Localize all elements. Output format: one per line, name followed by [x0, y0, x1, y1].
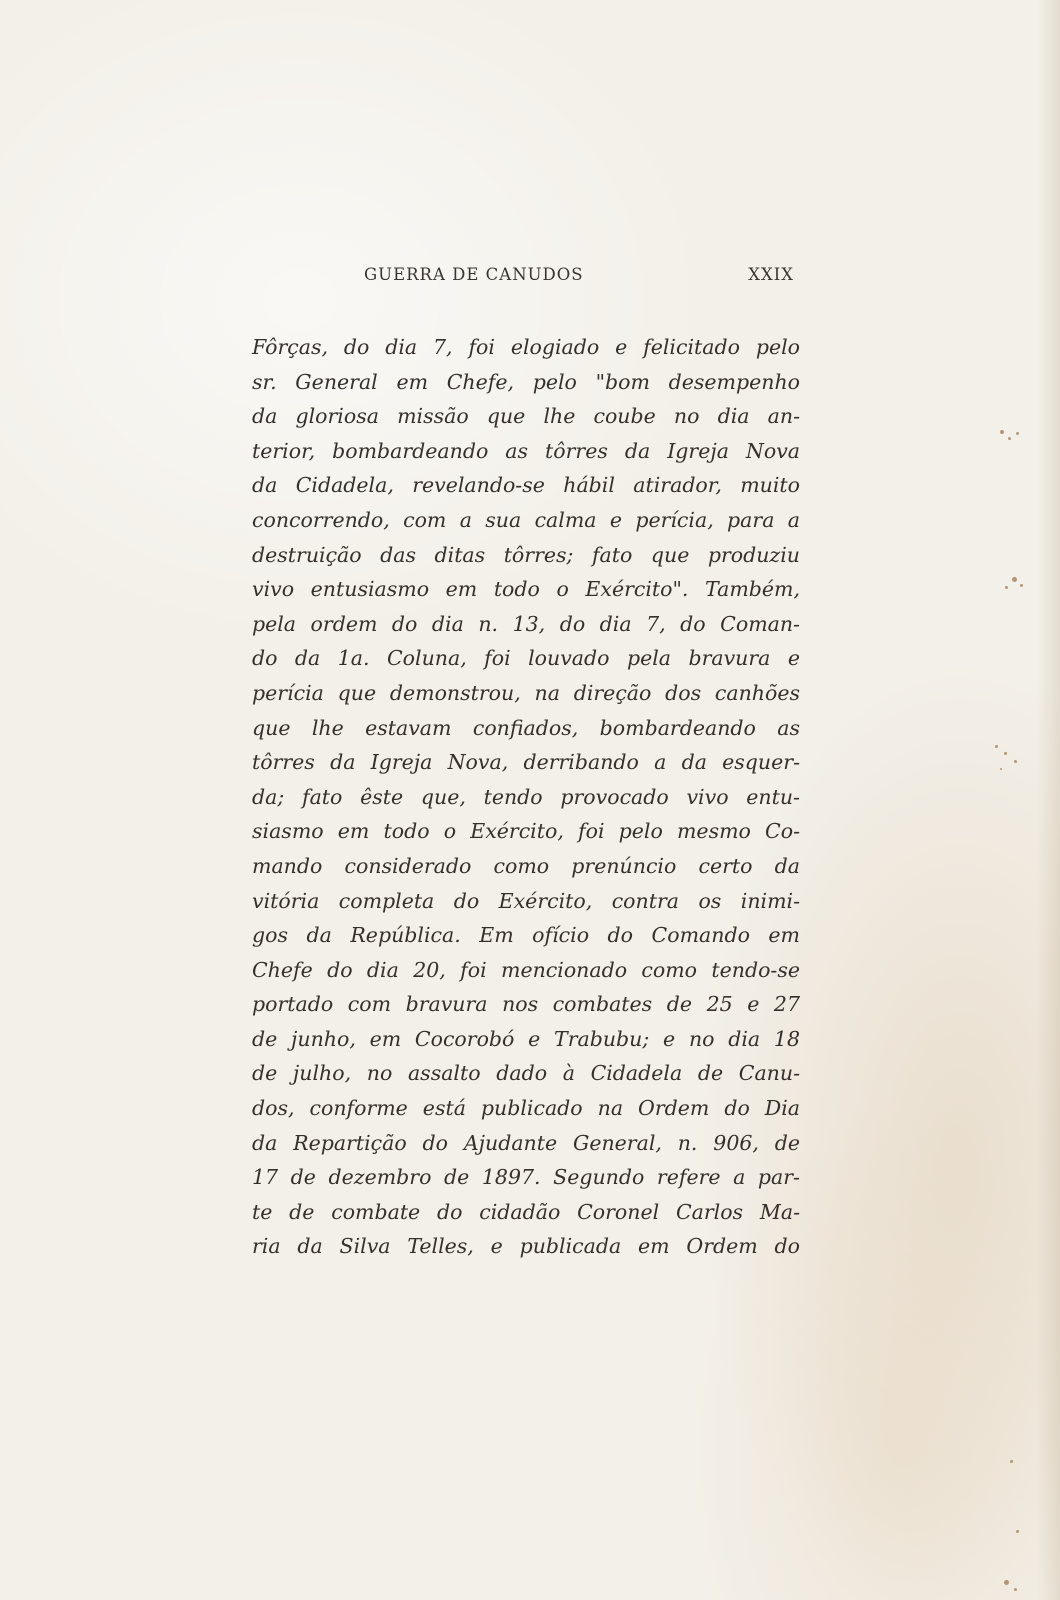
- text-line: vivo entusiasmo em todo o Exército". Também,: [252, 577, 800, 602]
- text-line: mando considerado como prenúncio certo da: [252, 853, 800, 878]
- text-line: de junho, em Cocorobó e Trabubu; e no dia 18: [252, 1026, 800, 1051]
- text-line: Chefe do dia 20, foi mencionado como tendo-se: [252, 957, 800, 982]
- text-line: dos, conforme está publicado na Ordem do Dia: [252, 1096, 800, 1121]
- foxing-speck: [1014, 1588, 1017, 1591]
- foxing-speck: [1020, 584, 1023, 587]
- text-line: da Repartição do Ajudante General, n. 906, de: [252, 1130, 800, 1155]
- foxing-speck: [1004, 1580, 1009, 1585]
- foxing-speck: [1010, 1460, 1013, 1463]
- page-edge-shadow: [1036, 0, 1060, 1600]
- text-line: pela ordem do dia n. 13, do dia 7, do Coman-: [252, 611, 800, 636]
- text-line: da Cidadela, revelando-se hábil atirador, muito: [252, 473, 800, 498]
- foxing-speck: [1004, 752, 1007, 755]
- foxing-speck: [995, 745, 998, 748]
- text-line: portado com bravura nos combates de 25 e 27: [252, 992, 800, 1017]
- text-line: da; fato êste que, tendo provocado vivo entu-: [252, 784, 800, 809]
- text-line: vitória completa do Exército, contra os inimi-: [252, 888, 800, 913]
- running-head-title: GUERRA DE CANUDOS: [364, 265, 584, 284]
- text-line: 17 de dezembro de 1897. Segundo refere a par-: [252, 1165, 800, 1190]
- text-line: ria da Silva Telles, e publicada em Ordem do: [252, 1234, 800, 1259]
- text-line: terior, bombardeando as tôrres da Igreja Nova: [252, 438, 800, 463]
- text-line: te de combate do cidadão Coronel Carlos Ma-: [252, 1199, 800, 1224]
- foxing-speck: [1016, 432, 1019, 435]
- text-line: que lhe estavam confiados, bombardeando as: [252, 715, 800, 740]
- text-line: destruição das ditas tôrres; fato que produziu: [252, 542, 800, 567]
- body-text: [252, 330, 800, 1264]
- foxing-speck: [1005, 586, 1008, 589]
- foxing-speck: [1016, 1530, 1019, 1533]
- text-line: siasmo em todo o Exército, foi pelo mesmo Co-: [252, 819, 800, 844]
- text-line: gos da República. Em ofício do Comando em: [252, 923, 800, 948]
- foxing-speck: [1008, 437, 1011, 440]
- text-line: da gloriosa missão que lhe coube no dia an-: [252, 404, 800, 429]
- foxing-speck: [1000, 430, 1004, 434]
- text-line: de julho, no assalto dado à Cidadela de Canu-: [252, 1061, 800, 1086]
- foxing-speck: [1000, 768, 1002, 770]
- text-line: concorrendo, com a sua calma e perícia, para a: [252, 507, 800, 532]
- text-line: tôrres da Igreja Nova, derribando a da esquer-: [252, 750, 800, 775]
- text-line: perícia que demonstrou, na direção dos canhões: [252, 680, 800, 705]
- text-line: sr. General em Chefe, pelo "bom desempenho: [252, 369, 800, 394]
- running-head: [252, 265, 800, 291]
- foxing-speck: [1012, 577, 1017, 582]
- text-line: Fôrças, do dia 7, foi elogiado e felicitado pelo: [252, 335, 800, 359]
- text-line: do da 1a. Coluna, foi louvado pela bravura e: [252, 646, 800, 671]
- foxing-speck: [1014, 760, 1017, 763]
- page-number: XXIX: [748, 265, 794, 284]
